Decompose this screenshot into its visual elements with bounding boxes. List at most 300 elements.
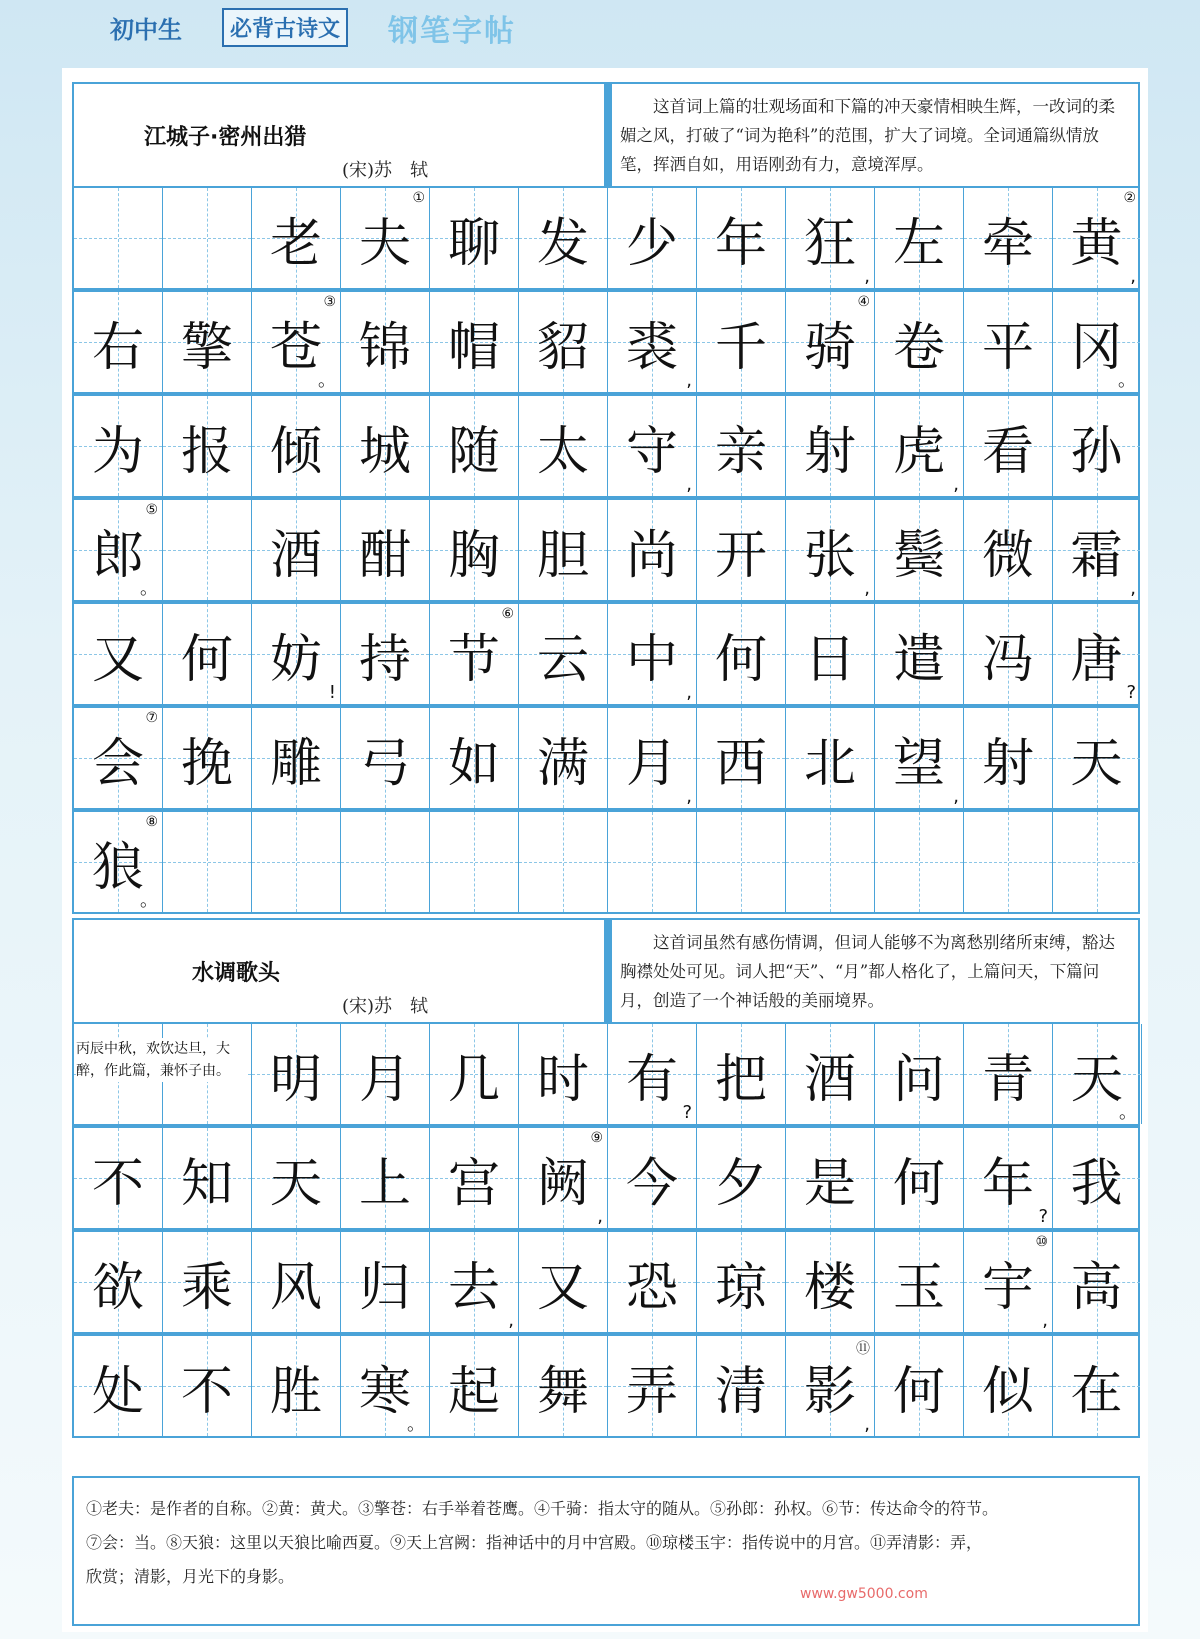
header-box-title: 必背古诗文 — [222, 8, 348, 47]
grid-cell — [875, 292, 964, 392]
grid-cell — [964, 1024, 1053, 1124]
character: 微 — [981, 525, 1034, 586]
character: 乘 — [180, 1257, 233, 1318]
character: 起 — [447, 1361, 500, 1422]
character: 虎 — [892, 421, 945, 482]
character: 去 — [447, 1257, 500, 1318]
grid-cell — [875, 708, 964, 808]
grid-cell — [252, 1336, 341, 1436]
grid-cell — [430, 604, 519, 704]
character: 冈 — [1070, 317, 1123, 378]
grid-cell — [1053, 604, 1140, 704]
character: 阙 — [536, 1153, 589, 1214]
character: 守 — [625, 421, 678, 482]
character: 处 — [91, 1361, 144, 1422]
character: 节 — [447, 629, 500, 690]
character: 貂 — [536, 317, 589, 378]
grid-cell — [74, 292, 163, 392]
character: 月 — [625, 733, 678, 794]
character: 宇 — [981, 1257, 1034, 1318]
character: 郎 — [91, 525, 144, 586]
poem2-preface: 丙辰中秋，欢饮达旦，大醉，作此篇，兼怀子由。 — [76, 1038, 246, 1082]
grid-cell — [519, 812, 608, 912]
character: 把 — [714, 1049, 767, 1110]
grid-cell — [519, 188, 608, 288]
punctuation-mark: , — [597, 1206, 603, 1227]
character — [252, 812, 340, 912]
grid-cell — [519, 1336, 608, 1436]
grid-cell — [341, 1128, 430, 1228]
grid-cell — [1053, 812, 1140, 912]
grid-cell — [163, 708, 252, 808]
footnote-marker: ⑥ — [501, 606, 514, 622]
character: 射 — [803, 421, 856, 482]
character: 左 — [892, 213, 945, 274]
character: 西 — [714, 733, 767, 794]
punctuation-mark: 。 — [1118, 370, 1136, 391]
grid-cell — [608, 188, 697, 288]
grid-cell — [875, 604, 964, 704]
footnote-marker: ⑧ — [145, 814, 158, 830]
grid-cell — [430, 188, 519, 288]
poem1-author: (宋)苏 轼 — [342, 160, 429, 181]
character: 胜 — [269, 1361, 322, 1422]
character: 报 — [180, 421, 233, 482]
grid-cell — [252, 812, 341, 912]
grid-cell — [608, 1232, 697, 1332]
grid-cell — [786, 396, 875, 496]
grid-cell — [1053, 1232, 1140, 1332]
watermark: www.gw5000.com — [800, 1586, 928, 1602]
character: 骑 — [803, 317, 856, 378]
grid-cell — [1053, 1336, 1140, 1436]
character: 舞 — [536, 1361, 589, 1422]
character: 右 — [91, 317, 144, 378]
grid-cell — [697, 1128, 786, 1228]
grid-cell — [519, 604, 608, 704]
character: 冯 — [981, 629, 1034, 690]
character: 太 — [536, 421, 589, 482]
header-subtitle: 钢笔字帖 — [388, 14, 516, 49]
grid-cell — [608, 292, 697, 392]
grid-cell — [74, 708, 163, 808]
grid-row — [72, 1334, 1140, 1438]
annotations-box — [72, 1476, 1140, 1626]
grid-cell — [964, 188, 1053, 288]
character: 狂 — [803, 213, 856, 274]
character: 天 — [269, 1153, 322, 1214]
header-title: 初中生 — [110, 16, 182, 44]
grid-cell — [875, 1336, 964, 1436]
grid-cell — [252, 708, 341, 808]
character: 不 — [180, 1361, 233, 1422]
annotation-line: ⑦会：当。⑧天狼：这里以天狼比喻西夏。⑨天上宫阙：指神话中的月中宫殿。⑩琼楼玉宇：指传说中的月宫。⑪弄清影：弄， — [86, 1533, 983, 1552]
character: 问 — [892, 1049, 945, 1110]
character: 酣 — [358, 525, 411, 586]
punctuation-mark: 。 — [1119, 1102, 1137, 1123]
character: 少 — [625, 213, 678, 274]
punctuation-mark: , — [864, 1414, 870, 1435]
grid-cell — [964, 396, 1053, 496]
grid-cell — [430, 708, 519, 808]
grid-cell — [252, 604, 341, 704]
grid-cell — [964, 1232, 1053, 1332]
grid-cell — [786, 1024, 875, 1124]
grid-cell — [252, 292, 341, 392]
character: 擎 — [180, 317, 233, 378]
character — [74, 188, 162, 288]
character: 倾 — [269, 421, 322, 482]
character: 妨 — [269, 629, 322, 690]
punctuation-mark: , — [953, 786, 959, 807]
character: 是 — [803, 1153, 856, 1214]
footnote-marker: ② — [1123, 190, 1136, 206]
character: 鬓 — [892, 525, 945, 586]
grid-cell — [697, 708, 786, 808]
character: 上 — [358, 1153, 411, 1214]
grid-cell — [875, 1232, 964, 1332]
character — [875, 812, 963, 912]
grid-cell — [341, 1232, 430, 1332]
grid-cell — [697, 188, 786, 288]
character — [519, 812, 607, 912]
grid-cell — [519, 1232, 608, 1332]
footnote-marker: ⑤ — [145, 502, 158, 518]
grid-cell — [1053, 1128, 1140, 1228]
grid-cell — [341, 396, 430, 496]
grid-cell — [252, 1128, 341, 1228]
character: 开 — [714, 525, 767, 586]
grid-row — [72, 290, 1140, 394]
grid-cell — [608, 500, 697, 600]
character — [964, 812, 1052, 912]
poem1-title-block — [74, 84, 602, 186]
grid-cell — [430, 396, 519, 496]
grid-cell — [1053, 188, 1140, 288]
grid-cell — [964, 604, 1053, 704]
grid-cell — [786, 500, 875, 600]
character: 挽 — [180, 733, 233, 794]
character: 满 — [536, 733, 589, 794]
grid-cell — [252, 1232, 341, 1332]
character: 归 — [358, 1257, 411, 1318]
character: 胸 — [447, 525, 500, 586]
grid-cell — [163, 188, 252, 288]
footnote-marker: ③ — [323, 294, 336, 310]
character: 天 — [1070, 733, 1123, 794]
character: 如 — [447, 733, 500, 794]
grid-cell — [875, 188, 964, 288]
grid-cell — [163, 604, 252, 704]
grid-row — [72, 1022, 1140, 1126]
grid-cell — [1053, 396, 1140, 496]
grid-cell — [341, 1024, 430, 1124]
character: 随 — [447, 421, 500, 482]
punctuation-mark: , — [686, 682, 692, 703]
character: 城 — [358, 421, 411, 482]
grid-cell — [341, 604, 430, 704]
grid-cell — [786, 1232, 875, 1332]
grid-cell — [74, 396, 163, 496]
character: 望 — [892, 733, 945, 794]
grid-cell — [341, 292, 430, 392]
character: 今 — [625, 1153, 678, 1214]
grid-cell — [786, 708, 875, 808]
grid-cell — [786, 604, 875, 704]
character: 牵 — [981, 213, 1034, 274]
character: 老 — [269, 213, 322, 274]
character: 知 — [180, 1153, 233, 1214]
grid-cell — [608, 604, 697, 704]
character: 似 — [981, 1361, 1034, 1422]
grid-cell — [74, 1232, 163, 1332]
grid-cell — [697, 500, 786, 600]
grid-cell — [519, 396, 608, 496]
character: 夕 — [714, 1153, 767, 1214]
character: 有 — [625, 1049, 678, 1110]
punctuation-mark: 。 — [318, 370, 336, 391]
punctuation-mark: , — [508, 1310, 514, 1331]
character: 张 — [803, 525, 856, 586]
header-divider — [604, 84, 612, 186]
punctuation-mark: , — [1130, 266, 1136, 287]
grid-cell — [252, 500, 341, 600]
character — [430, 812, 518, 912]
grid-cell — [341, 812, 430, 912]
grid-cell — [74, 500, 163, 600]
grid-cell — [163, 292, 252, 392]
grid-cell — [697, 1024, 786, 1124]
grid-cell — [252, 1024, 341, 1124]
grid-cell — [341, 1336, 430, 1436]
grid-cell — [1053, 500, 1140, 600]
character — [163, 188, 251, 288]
character: 楼 — [803, 1257, 856, 1318]
character: 青 — [981, 1049, 1034, 1110]
grid-row — [72, 706, 1140, 810]
character: 几 — [447, 1049, 500, 1110]
character: 遣 — [892, 629, 945, 690]
grid-cell — [697, 396, 786, 496]
character: 明 — [269, 1049, 322, 1110]
character: 聊 — [447, 213, 500, 274]
character: 何 — [180, 629, 233, 690]
poem2-header — [72, 918, 1140, 1024]
footnote-marker: ⑦ — [145, 710, 158, 726]
grid-cell — [608, 396, 697, 496]
grid-cell — [252, 396, 341, 496]
character: 平 — [981, 317, 1034, 378]
grid-cell — [519, 708, 608, 808]
grid-cell — [875, 500, 964, 600]
punctuation-mark: ? — [682, 1102, 692, 1123]
character: 霜 — [1070, 525, 1123, 586]
character — [163, 500, 251, 600]
character: 弄 — [625, 1361, 678, 1422]
character: 风 — [269, 1257, 322, 1318]
character: 唐 — [1070, 629, 1123, 690]
character: 孙 — [1070, 421, 1123, 482]
grid-row — [72, 602, 1140, 706]
grid-cell — [74, 1336, 163, 1436]
grid-cell — [430, 500, 519, 600]
grid-row — [72, 394, 1140, 498]
character: 会 — [91, 733, 144, 794]
character: 看 — [981, 421, 1034, 482]
poem2-author: (宋)苏 轼 — [342, 996, 429, 1017]
character — [163, 812, 251, 912]
character: 亲 — [714, 421, 767, 482]
character: 何 — [892, 1153, 945, 1214]
footnote-marker: ⑩ — [1035, 1234, 1048, 1250]
character: 恐 — [625, 1257, 678, 1318]
footnote-marker: ④ — [857, 294, 870, 310]
grid-cell — [875, 1024, 964, 1124]
grid-cell — [697, 292, 786, 392]
grid-cell — [964, 812, 1053, 912]
grid-cell — [786, 1128, 875, 1228]
character: 夫 — [358, 213, 411, 274]
grid-cell — [74, 812, 163, 912]
annotation-line: ①老夫：是作者的自称。②黄：黄犬。③擎苍：右手举着苍鹰。④千骑：指太守的随从。⑤孙郎：孙权。⑥节：传达命令的符节。 — [86, 1499, 999, 1518]
grid-cell — [519, 500, 608, 600]
grid-cell — [341, 708, 430, 808]
grid-cell — [608, 1024, 697, 1124]
character: 又 — [536, 1257, 589, 1318]
grid-cell — [697, 1232, 786, 1332]
character: 云 — [536, 629, 589, 690]
character: 玉 — [892, 1257, 945, 1318]
character — [697, 812, 785, 912]
punctuation-mark: , — [864, 578, 870, 599]
footnote-marker: ⑪ — [856, 1341, 870, 1357]
character: 弓 — [358, 733, 411, 794]
punctuation-mark: , — [864, 266, 870, 287]
grid-cell — [163, 1128, 252, 1228]
poem1-header — [72, 82, 1140, 188]
grid-cell — [964, 1336, 1053, 1436]
character — [1053, 812, 1140, 912]
page-header — [0, 0, 1200, 58]
character: 清 — [714, 1361, 767, 1422]
punctuation-mark: 。 — [140, 890, 158, 911]
grid-cell — [786, 812, 875, 912]
grid-cell — [519, 1128, 608, 1228]
grid-cell — [74, 188, 163, 288]
grid-cell — [1053, 708, 1140, 808]
character: 又 — [91, 629, 144, 690]
character: 黄 — [1070, 213, 1123, 274]
character: 裘 — [625, 317, 678, 378]
grid-cell — [608, 708, 697, 808]
grid-cell — [163, 812, 252, 912]
grid-cell — [697, 1336, 786, 1436]
punctuation-mark: 。 — [407, 1414, 425, 1435]
grid-cell — [697, 604, 786, 704]
character: 年 — [714, 213, 767, 274]
character: 高 — [1070, 1257, 1123, 1318]
character: 何 — [892, 1361, 945, 1422]
footnote-marker: ⑨ — [590, 1130, 603, 1146]
grid-cell — [252, 188, 341, 288]
grid-cell — [430, 1336, 519, 1436]
character: 中 — [625, 629, 678, 690]
grid-cell — [163, 396, 252, 496]
character: 月 — [358, 1049, 411, 1110]
punctuation-mark: ! — [328, 682, 336, 703]
punctuation-mark: 。 — [140, 578, 158, 599]
grid-row — [72, 1126, 1140, 1230]
punctuation-mark: , — [953, 474, 959, 495]
character: 琼 — [714, 1257, 767, 1318]
grid-cell — [875, 1128, 964, 1228]
grid-cell — [964, 1128, 1053, 1228]
grid-cell — [163, 1232, 252, 1332]
character: 何 — [714, 629, 767, 690]
character: 在 — [1070, 1361, 1123, 1422]
grid-row — [72, 498, 1140, 602]
character: 千 — [714, 317, 767, 378]
character: 酒 — [803, 1049, 856, 1110]
grid-cell — [74, 604, 163, 704]
character: 为 — [91, 421, 144, 482]
character: 持 — [358, 629, 411, 690]
character — [341, 812, 429, 912]
annotation-line: 欣赏；清影，月光下的身影。 — [86, 1567, 295, 1586]
character: 欲 — [91, 1257, 144, 1318]
character: 胆 — [536, 525, 589, 586]
grid-cell — [608, 1128, 697, 1228]
character: 年 — [981, 1153, 1034, 1214]
character: 天 — [1070, 1049, 1123, 1110]
character: 尚 — [625, 525, 678, 586]
character: 射 — [981, 733, 1034, 794]
punctuation-mark: ? — [1038, 1206, 1048, 1227]
grid-cell — [430, 812, 519, 912]
grid-cell — [341, 500, 430, 600]
character: 宫 — [447, 1153, 500, 1214]
grid-cell — [430, 1024, 519, 1124]
character: 日 — [803, 629, 856, 690]
character: 发 — [536, 213, 589, 274]
grid-cell — [964, 500, 1053, 600]
punctuation-mark: , — [686, 474, 692, 495]
grid-cell — [163, 1336, 252, 1436]
poem2-comment: 这首词虽然有感伤情调，但词人能够不为离愁别绪所束缚，豁达胸襟处处可见。词人把“天”、“月”都人格化了，上篇问天，下篇问月，创造了一个神话般的美丽境界。 — [620, 933, 1115, 1010]
character: 影 — [803, 1361, 856, 1422]
grid-row — [72, 810, 1140, 914]
footnote-marker: ① — [412, 190, 425, 206]
character: 酒 — [269, 525, 322, 586]
grid-cell — [608, 1336, 697, 1436]
grid-cell — [519, 292, 608, 392]
grid-cell — [430, 1232, 519, 1332]
character: 北 — [803, 733, 856, 794]
punctuation-mark: , — [1130, 578, 1136, 599]
character: 雕 — [269, 733, 322, 794]
character: 卷 — [892, 317, 945, 378]
grid-cell — [786, 1336, 875, 1436]
grid-cell — [1053, 1024, 1142, 1124]
character: 狼 — [91, 837, 144, 898]
grid-row — [72, 186, 1140, 290]
punctuation-mark: , — [686, 786, 692, 807]
grid-cell — [430, 1128, 519, 1228]
grid-cell — [341, 188, 430, 288]
character: 苍 — [269, 317, 322, 378]
grid-cell — [608, 812, 697, 912]
character: 我 — [1070, 1153, 1123, 1214]
